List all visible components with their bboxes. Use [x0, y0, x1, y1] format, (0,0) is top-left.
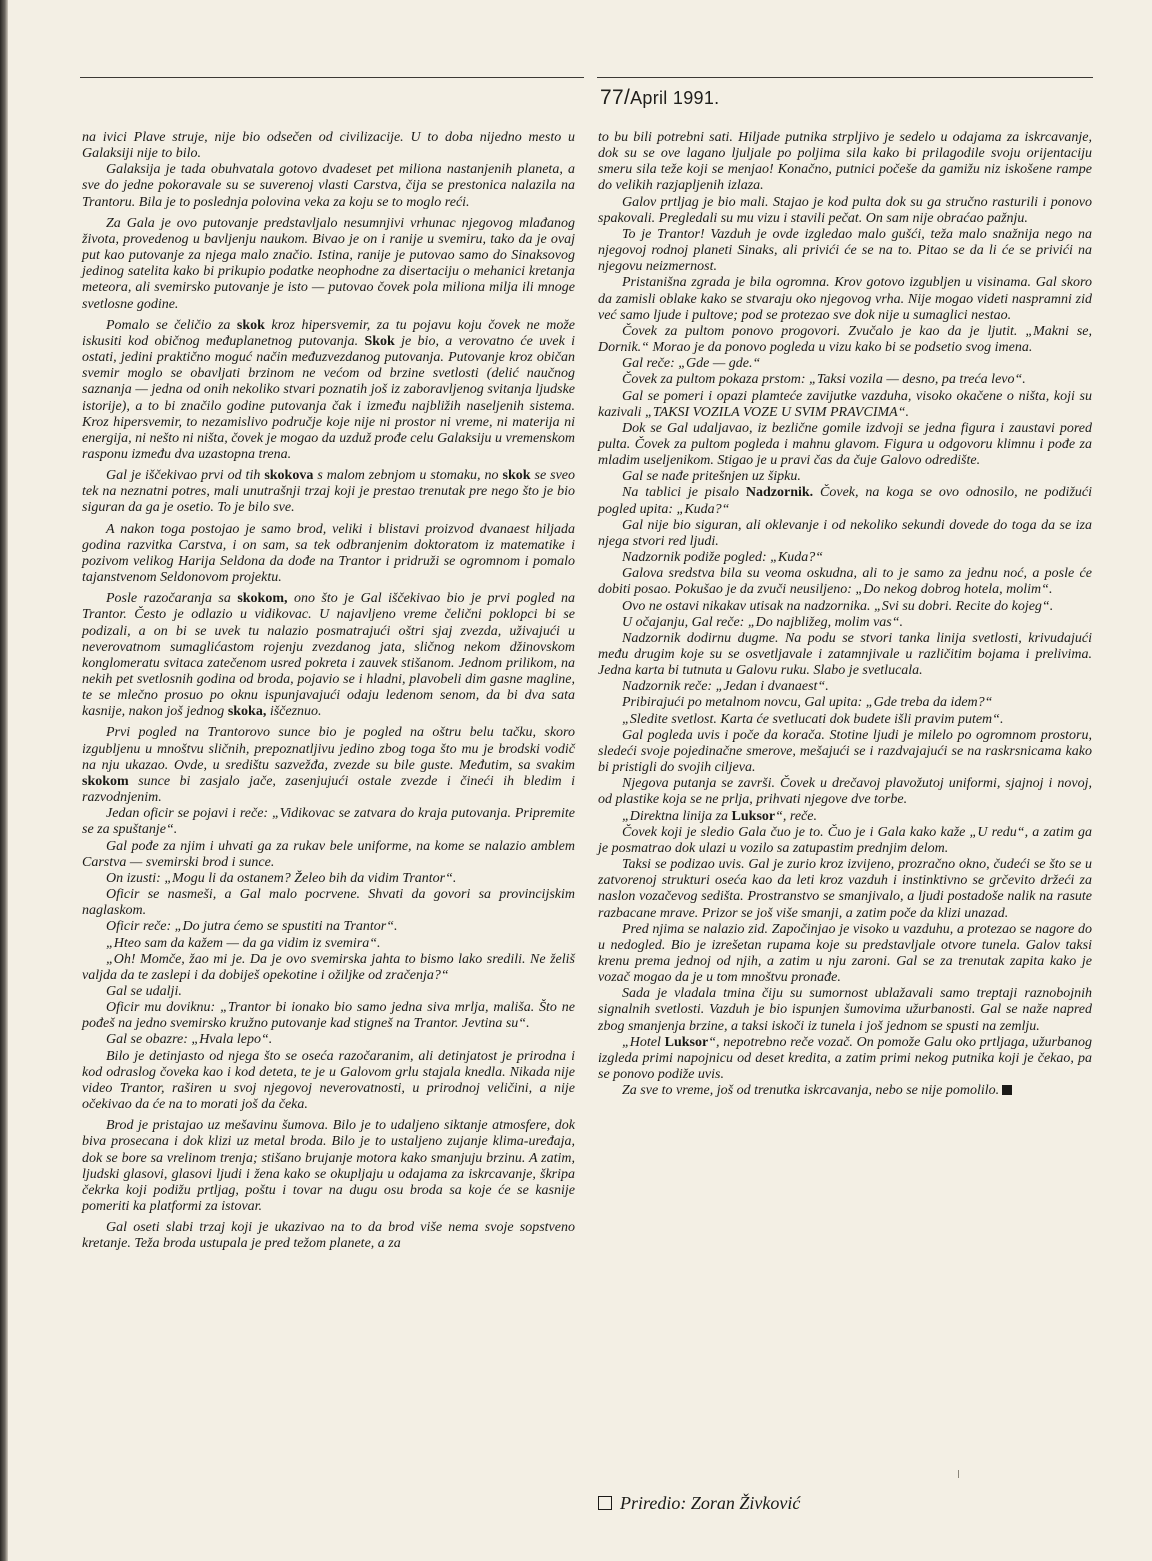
paragraph: Za Gala je ovo putovanje predstavljalo nesumnjivi vrhunac njegovog mlađanog života, provedenog u bavljenju naukom. Bivao je on i ranije u svemiru, tako da je ovaj put kao putovanje za njega malo značio. Istina, ranije je putovao samo do Sinaksovog jedinog satelita kako bi prikupio podatke neophodne za disertaciju o mehanici kretanja meteora, ali svemirsko putovanje je isto — putovao čovek pola miliona milja ili mnoge svetlosne godine.	[82, 215, 575, 312]
paragraph: Pristanišna zgrada je bila ogromna. Krov gotovo izgubljen u visinama. Gal skoro da zamisli oblake kako se stvaraju oko njegovog vrha. Nije mogao videti naspramni zid već samo ljude i pultove; pod se protezao sve dok nije u sumaglici nestao.	[598, 275, 1092, 323]
issue-month: April	[630, 88, 668, 108]
paragraph: To je Trantor! Vazduh je ovde izgledao malo gušći, teža malo snažnija nego na njegovoj rodnoj planeti Sinaks, ali privići će se na to. Pitao se da li će se privići na njegovu neizmernost.	[598, 226, 1092, 275]
paragraph: Nadzornik podiže pogled: „Kuda?“	[622, 550, 824, 566]
paragraph: On izusti: „Mogu li da ostanem? Želeo bih da vidim Trantor“.	[106, 870, 457, 886]
credit-name: Zoran Živković	[690, 1493, 801, 1513]
paragraph: Ovo ne ostavi nikakav utisak na nadzornika. „Svi su dobri. Recite do kojeg“.	[622, 598, 1054, 614]
paragraph: Bilo je detinjasto od njega što se oseća razočaranim, ali detinjatost je prirodna i kod odraslog čoveka kao i kod deteta, te je u Galovom grlu stajala knedla. Nikada nije video Trantor, raširen u svoj njegovoj neverovatnosti, u prirodnoj veličini, a nije očekivao da će na to morati još da čeka.	[82, 1048, 575, 1113]
emphasis-term: Nadzornik.	[745, 485, 814, 501]
print-speck	[958, 1470, 959, 1478]
paragraph: „Direktna linija za Luksor“, reče.	[622, 808, 817, 824]
paragraph: U očajanju, Gal reče: „Do najbližeg, molim vas“.	[622, 614, 904, 630]
paragraph: Nadzornik reče: „Jedan i dvanaest“.	[622, 679, 829, 695]
paragraph: Sada je vladala tmina čiju su sumornost ublažavali samo treptaji raznobojnih signalnih svetlosti. Vazduh je bio ispunjen šumovima užurbanosti. Gal se naže napred zbog smanjenja brzine, a taksi iskoči iz tunela i još jednom se spusti na zemlju.	[598, 986, 1092, 1034]
paragraph: Gal je iščekivao prvi od tih skokova s malom zebnjom u stomaku, no skok se sveo tek na neznatni potres, mali unutrašnji trzaj koji je prestao trenutak pre nego što je bio siguran da ga je osetio. To je bilo sve.	[82, 468, 576, 516]
paragraph: Galaksija je tada obuhvatala gotovo dvadeset pet miliona nastanjenih planeta, a sve do jedne pokoravale su se suverenoj vlasti Carstva, čija se prestonica nalazila na Trantoru. Bila je to poslednja polovina veka za koju se to moglo reći.	[82, 162, 575, 210]
article-column-right	[598, 130, 1092, 1099]
credit-label: Priredio:	[620, 1493, 687, 1513]
emphasis-term: skok	[502, 468, 531, 484]
paragraph: Gal se nađe pritešnjen uz šipku.	[622, 469, 801, 485]
paragraph: Za sve to vreme, još od trenutka iskrcavanja, nebo se nije pomolilo.	[598, 1083, 1092, 1099]
emphasis-term: skokom,	[237, 591, 288, 607]
paragraph: Njegova putanja se završi. Čovek u drečavoj plavožutoj uniformi, sjajnoj i novoj, od plastike koja se ne prlja, prihvati njegove dve torbe.	[598, 776, 1092, 808]
paragraph: Brod je pristajao uz mešavinu šumova. Bilo je to udaljeno siktanje atmosfere, dok biva prosecana i dok klizi uz metal broda. Bilo je to ustaljeno zujanje klima-uređaja, dok se bore sa vrelinom trenja; stišano brujanje motora kako smanjuju brzinu. A zatim, ljudski glasovi, glasovi ljudi i žena kako se okupljaju u odajama za iskrcavanje, škripa čekrka koji podižu prtljag, poštu i tovar na dugu osu broda sa koje će se kasnije pomeriti ka platformi za istovar.	[82, 1118, 575, 1214]
issue-number: 77/	[600, 86, 631, 109]
paragraph: Prvi pogled na Trantorovo sunce bio je pogled na oštru belu tačku, skoro izgubljenu u mnoštvu sličnih, prepoznatljivu jedino zbog toga što mu je brodski vodič na nju ukazao. Ovde, u središtu sazvežđa, zvezde su bile guste. Međutim, sa svakim skokom sunce bi zasjalo jače, zasenjujući ostale zvezde i čineći ih bledim i razvodnjenim.	[82, 725, 575, 806]
paragraph: na ivici Plave struje, nije bio odsečen od civilizacije. U to doba nijedno mesto u Galaksiji nije to bilo.	[82, 130, 575, 162]
paragraph: Gal pogleda uvis i poče da korača. Stotine ljudi je milelo po ogromnom prostoru, sledeći svoje pojedinačne smerove, mešajući se i razdvajajući se na raskrsnicama kako bi pristigli do svojih ciljeva.	[598, 727, 1092, 776]
paragraph: Oficir mu doviknu: „Trantor bi ionako bio samo jedna siva mrlja, mališa. Što ne pođeš na jedno svemirsko kružno putovanje kad stigneš na Trantor. Jevtina su“.	[82, 1000, 575, 1032]
paragraph: Jedan oficir se pojavi i reče: „Vidikovac se zatvara do kraja putovanja. Pripremite se za spuštanje“.	[82, 806, 575, 838]
checkbox-square-icon	[598, 1496, 612, 1510]
paragraph: Pribirajući po metalnom novcu, Gal upita: „Gde treba da idem?“	[622, 695, 993, 711]
paragraph: Galova sredstva bila su veoma oskudna, ali to je samo za jednu noć, a posle će dobiti posao. Pokušao je da zvuči neusiljeno: „Do nekog dobrog hotela, molim“.	[598, 566, 1092, 598]
paragraph: Posle razočaranja sa skokom, ono što je Gal iščekivao bio je prvi pogled na Trantor. Često je odlazio u vidikovac. U najavljeno vreme čelični poklopci bi se podizali, a on bi se uvek tu nalazio posmatrajući oštri sjaj zvezda, uživajući u neverovatnom sumaglićastom rojenju zvezdanog jata, sličnog nekom džinovskom konglomeratu svitaca zatečenom usred pokreta i zauvek stišanom. Jednom prilikom, na nekih pet svetlosnih godina od broda, pojavio se i hladni, plavobeli dim gasne magline, te se mlečno prosuo po oknu ispunjavajući odaju ledenom senom, da bi dva sata kasnije, nakon još jednog skoka, iščeznuo.	[82, 591, 576, 720]
paragraph: Gal se udalji.	[106, 983, 182, 999]
article-credit	[598, 1493, 800, 1514]
paragraph: „Hotel Luksor“, nepotrebno reče vozač. On pomože Galu oko prtljaga, užurbanog izgleda primi napojnicu od deset kredita, a zatim primi nekog putnika koji je čekao, pa se ponovo podiže uvis.	[598, 1034, 1093, 1083]
paragraph: Dok se Gal udaljavao, iz bezlične gomile izdvoji se jedna figura i zaustavi pored pulta. Čovek za pultom pogleda i mahnu glavom. Figura u odgovoru klimnu i pođe za mladim useljenikom. Stigao je u pravi čas da čuje Galovo odredište.	[598, 420, 1092, 469]
paragraph: „Sledite svetlost. Karta će svetlucati dok budete išli pravim putem“.	[622, 711, 1004, 727]
paragraph: Gal oseti slabi trzaj koji je ukazivao na to da brod više nema svoje sopstveno kretanje. Teža broda ustupala je pred težom planete, a za	[82, 1220, 575, 1252]
paragraph: Čovek koji je sledio Gala čuo je to. Čuo je i Gala kako kaže „U redu“, a zatim ga je posmatrao dok ulazi u vozilo sa zatupastim prednjim delom.	[598, 824, 1092, 856]
paragraph: Pomalo se čeličio za skok kroz hipersvemir, za tu pojavu koju čovek ne može iskusiti kod običnog međuplanetnog putovanja. Skok je bio, a verovatno će uvek i ostati, jedini praktično moguć način međuzvezdanog putovanja. Putovanje kroz običan svemir moglo se obavljati brzinom ne većom od brzine svetlosti (delić naučnog saznanja — jedna od onih nekoliko stvari poznatih još iz zaboravljenog svitanja ljudske istorije), a to bi značilo godine putovanja čak i između najbližih naseljenih sistema. Kroz hipersvemir, to nezamislivo područje koje nije ni prostor ni vreme, ni materija ni energija, ni nešto ni ništa, čovek je mogao da uzduž prođe celu Galaksiju u vremenskom rasponu između dva uzastopna trena.	[82, 317, 576, 462]
paragraph: Pred njima se nalazio zid. Započinjao je visoko u vazduhu, a protezao se nagore do u nedogled. Bio je izrešetan rupama koje su predstavljale otvore tunela. Galov taksi krenu prema jednoj od njih, a zatim u nju zaroni. Gal se za trenutak zapita kako je vozač mogao da je u tom mnoštvu pronađe.	[598, 921, 1092, 986]
emphasis-term: skok	[236, 317, 265, 333]
paragraph: Gal se pomeri i opazi plamteće zavijutke vazduha, visoko okačene o ništa, koji su kazivali „TAKSI VOZILA VOZE U SVIM PRAVCIMA“.	[598, 388, 1092, 420]
paragraph: Čovek za pultom ponovo progovori. Zvučalo je kao da je ljutit. „Makni se, Dornik.“ Morao je da ponovo pogleda u vizu kako bi se podsetio svog imena.	[598, 323, 1092, 356]
header-rule-right	[597, 77, 1093, 78]
paragraph: A nakon toga postojao je samo brod, veliki i blistavi proizvod dvanaest hiljada godina razvitka Carstva, i on sam, sa tek odbranjenim doktoratom iz matematike i pozivom velikog Harija Seldona da dođe na Trantor i pridruži se ogromnom i pomalo tajanstvenom Seldonovom projektu.	[82, 521, 575, 586]
issue-year: 1991.	[672, 88, 720, 108]
paragraph: Oficir reče: „Do jutra ćemo se spustiti na Trantor“.	[106, 919, 398, 935]
end-of-article-icon	[1002, 1085, 1012, 1095]
paragraph: Nadzornik dodirnu dugme. Na podu se stvori tanka linija svetlosti, krivudajući među drugim koje su se osvetljavale i zatamnjivale u različitim bojama i prelivima. Jedna karta bi tutnuta u Galovu ruku. Slabo je svetlucala.	[598, 630, 1092, 679]
paragraph: Gal nije bio siguran, ali oklevanje i od nekoliko sekundi dovede do toga da se iza njega stvori red ljudi.	[598, 517, 1092, 549]
article-column-left	[82, 130, 575, 1252]
emphasis-term: skokom	[82, 773, 129, 789]
emphasis-term: skoka,	[227, 704, 267, 720]
paragraph: Čovek za pultom pokaza prstom: „Taksi vozila — desno, pa treća levo“.	[622, 372, 1026, 388]
emphasis-term: Luksor	[664, 1034, 709, 1050]
page-binding-edge	[0, 0, 8, 1561]
paragraph: Gal reče: „Gde — gde.“	[622, 356, 761, 372]
paragraph: to bu bili potrebni sati. Hiljade putnika strpljivo je sedelo u odajama za iskrcavanje, dok su se ove lagano ljuljale po poljima sila kako bi prilagodile svoju orijentaciju smeru sila teže koji se menjao! Konačno, putnici počeše da gamižu niz iskošene rampe do velikih razjapljenih izlaza.	[598, 130, 1092, 194]
paragraph: Gal se obazre: „Hvala lepo“.	[106, 1032, 273, 1048]
header-rule-left	[80, 77, 584, 78]
paragraph: „Oh! Momče, žao mi je. Da je ovo svemirska jahta to bismo lako sredili. Ne želiš valjda da te zaslepi i da dobiješ opekotine i ožiljke od zračenja?“	[82, 951, 575, 983]
paragraph: Na tablici je pisalo Nadzornik. Čovek, na koga se ovo odnosilo, ne podižući pogled upita: „Kuda?“	[598, 485, 1092, 517]
issue-folio	[600, 86, 719, 110]
paragraph: Galov prtljag je bio mali. Stajao je kod pulta dok su ga stručno rasturili i ponovo spakovali. Pregledali su mu vizu i stavili pečat. On sam nije obraćao pažnju.	[598, 194, 1092, 226]
paragraph: Oficir se nasmeši, a Gal malo pocrvene. Shvati da govori sa provincijskim naglaskom.	[82, 887, 575, 919]
emphasis-term: Luksor	[731, 808, 776, 824]
paragraph: Gal pođe za njim i uhvati ga za rukav bele uniforme, na kome se nalazio amblem Carstva — svemirski brod i sunce.	[82, 838, 575, 870]
paragraph: „Hteo sam da kažem — da ga vidim iz svemira“.	[106, 935, 381, 951]
emphasis-term: skokova	[264, 468, 314, 484]
paragraph: Taksi se podizao uvis. Gal je zurio kroz izvijeno, prozračno okno, čudeći se što se u zatvorenoj strukturi oseća kao da leti kroz vazduh i instinktivno se grčevito držeći za naslon vozačevog sedišta. Prostranstvo se smanjivalo, a ljudi postadoše nalik na rasute razbacane mrave. Prizor se još više smanji, a zatim poče da klizi unazad.	[598, 857, 1092, 921]
emphasis-term: Skok	[364, 333, 395, 349]
